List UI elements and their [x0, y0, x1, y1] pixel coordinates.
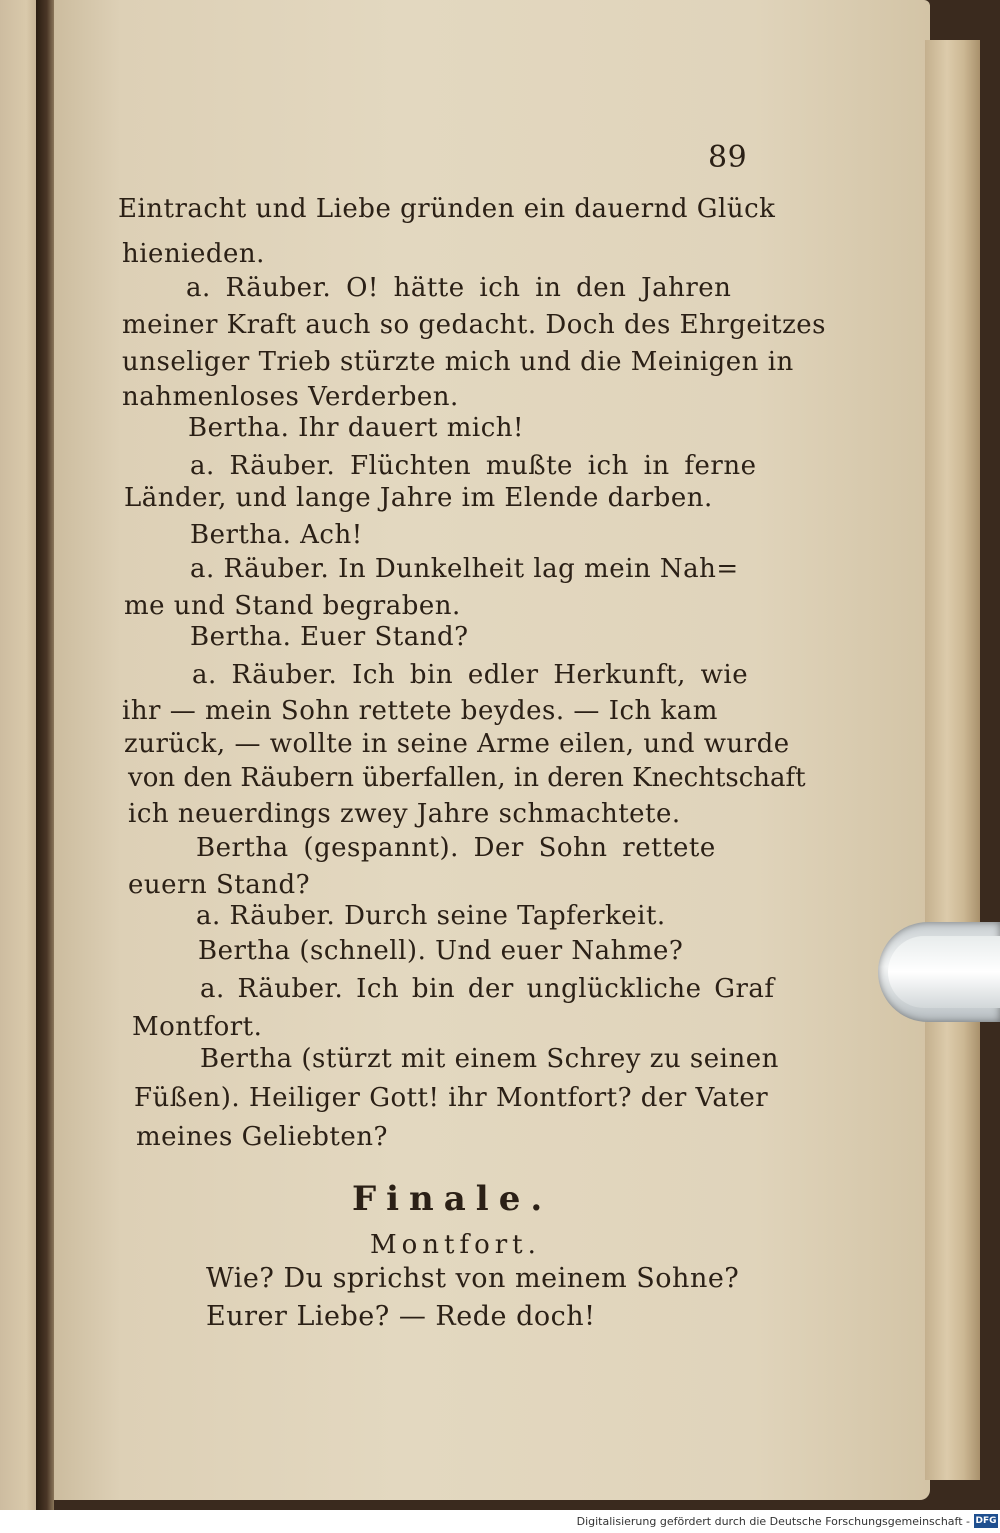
text-line: Länder, und lange Jahre im Elende darben.	[124, 483, 713, 513]
footer	[0, 1510, 1000, 1533]
verse-line: Wie? Du sprichst von meinem Sohne?	[206, 1263, 740, 1294]
text-line: hienieden.	[122, 239, 265, 269]
text-line: a. Räuber. Durch seine Tapferkeit.	[196, 901, 666, 931]
text-line: me und Stand begraben.	[124, 591, 461, 621]
page-number: 89	[708, 140, 748, 175]
text-line: a. Räuber. O! hätte ich in den Jahren	[186, 273, 732, 303]
text-line: ihr — mein Sohn rettete beydes. — Ich kam	[122, 696, 718, 726]
text-line: Bertha. Euer Stand?	[190, 622, 469, 652]
finale-heading: Finale.	[352, 1179, 553, 1219]
text-line: Bertha (stürzt mit einem Schrey zu seinen	[200, 1044, 779, 1074]
text-line: nahmenloses Verderben.	[122, 382, 459, 412]
speaker-name: Montfort.	[370, 1230, 541, 1260]
text-line: a. Räuber. Ich bin der unglückliche Graf	[200, 974, 775, 1004]
text-line: a. Räuber. Flüchten mußte ich in ferne	[190, 451, 757, 481]
text-line: a. Räuber. Ich bin edler Herkunft, wie	[192, 660, 749, 690]
funding-credit: Digitalisierung gefördert durch die Deutsche Forschungsgemeinschaft -	[576, 1515, 970, 1528]
text-line: Füßen). Heiliger Gott! ihr Montfort? der Vater	[134, 1083, 769, 1113]
text-line: meines Geliebten?	[136, 1122, 388, 1152]
text-line: von den Räubern überfallen, in deren Knechtschaft	[128, 763, 806, 793]
text-line: Bertha. Ihr dauert mich!	[188, 413, 524, 443]
text-line: unseliger Trieb stürzte mich und die Meinigen in	[122, 347, 794, 377]
text-line: Eintracht und Liebe gründen ein dauernd Glück	[118, 194, 776, 224]
verse-line: Eurer Liebe? — Rede doch!	[206, 1301, 596, 1332]
text-line: a. Räuber. In Dunkelheit lag mein Nah=	[190, 554, 739, 584]
text-line: Bertha (gespannt). Der Sohn rettete	[196, 833, 716, 863]
dfg-logo: DFG	[975, 1516, 997, 1526]
text-line: Montfort.	[132, 1012, 263, 1042]
text-line: meiner Kraft auch so gedacht. Doch des Ehrgeitzes	[122, 310, 826, 340]
text-line: Bertha (schnell). Und euer Nahme?	[198, 936, 684, 966]
text-line: euern Stand?	[128, 870, 311, 900]
text-line: zurück, — wollte in seine Arme eilen, und wurde	[124, 729, 790, 759]
text-line: ich neuerdings zwey Jahre schmachtete.	[128, 799, 681, 829]
text-line: Bertha. Ach!	[190, 520, 363, 550]
